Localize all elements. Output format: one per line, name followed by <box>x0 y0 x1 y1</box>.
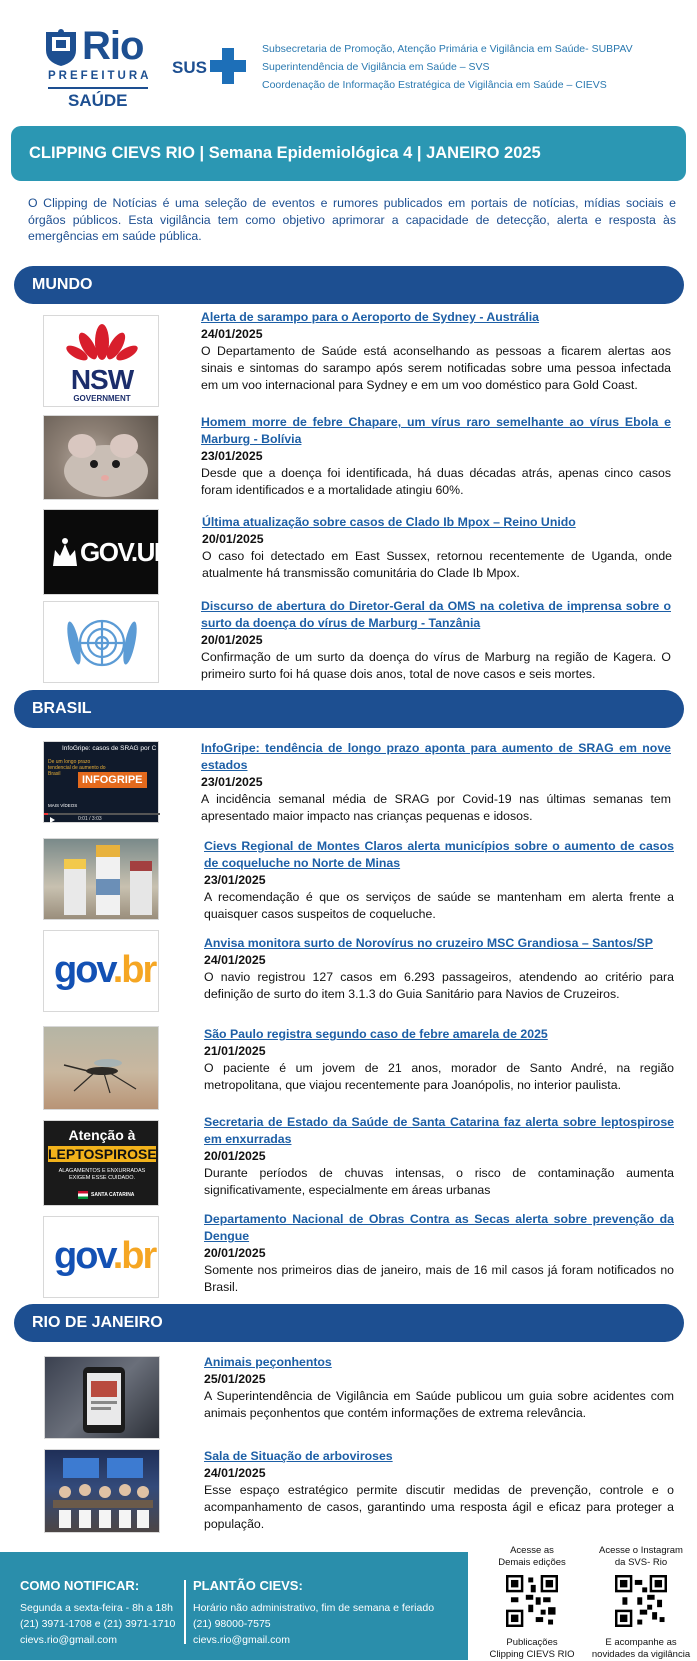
news-description: A Superintendência de Vigilância em Saúde publicou um guia sobre acidentes com animais peçonhentos que contém informações de extrema relevância. <box>204 1389 674 1420</box>
poster-heading: Atenção à <box>68 1127 136 1143</box>
mosquito-icon <box>44 1027 160 1111</box>
video-time: 0:01 / 3:03 <box>78 816 102 822</box>
qr-block-edicoes <box>477 1545 587 1661</box>
title-banner: CLIPPING CIEVS RIO | Semana Epidemiológica 4 | JANEIRO 2025 <box>11 126 686 181</box>
qr-caption-top-2: da SVS- Rio <box>614 1557 668 1568</box>
news-description: A incidência semanal média de SRAG por Covid-19 nas últimas semanas tem apresentado maior impacto nas crianças pequenas e idosos. <box>201 792 671 823</box>
news-description: Durante períodos de chuvas intensas, o risco de contaminação aumenta significativamente, especialmente em áreas urbanas <box>204 1166 674 1197</box>
news-link[interactable]: Departamento Nacional de Obras Contra as Secas alerta sobre prevenção da Dengue <box>204 1212 674 1243</box>
notify-phones: (21) 3971-1708 e (21) 3971-1710 <box>20 1618 176 1630</box>
news-date: 24/01/2025 <box>204 1466 266 1480</box>
news-item-dengue <box>204 1211 674 1296</box>
news-item-coqueluche <box>204 838 674 923</box>
gov-label: gov <box>54 1235 113 1277</box>
qr-caption-top: Acesse o Instagram <box>599 1545 683 1556</box>
vaccine-vial-icon <box>44 839 160 921</box>
como-notificar-title: COMO NOTIFICAR: <box>20 1578 140 1593</box>
plantao-cievs-title: PLANTÃO CIEVS: <box>193 1578 303 1593</box>
video-progress-bar[interactable] <box>44 813 160 815</box>
mosquito-photo-thumbnail[interactable] <box>43 1026 159 1110</box>
vaccine-vials-thumbnail[interactable] <box>43 838 159 920</box>
news-date: 25/01/2025 <box>204 1372 266 1386</box>
news-date: 20/01/2025 <box>201 633 263 647</box>
news-link[interactable]: Secretaria de Estado da Saúde de Santa Catarina faz alerta sobre leptospirose em enxurradas <box>204 1115 674 1146</box>
sus-wordmark: SUS <box>172 58 207 77</box>
news-description: Confirmação de um surto da doença do vírus de Marburg na região de Kagera. O primeiro surto foi há quase dois anos, total de nove casos e seis mortes. <box>201 650 671 681</box>
news-description: O caso foi detectado em East Sussex, retornou recentemente de Uganda, onde atualmente há transmissão comunitária do Clade Ib Mpox. <box>202 549 672 580</box>
plantao-hours: Horário não administrativo, fim de semana e feriado <box>193 1602 435 1614</box>
news-link[interactable]: São Paulo registra segundo caso de febre amarela de 2025 <box>204 1027 548 1041</box>
org-cievs: Coordenação de Informação Estratégica de Vigilância em Saúde – CIEVS <box>262 79 607 91</box>
rodent-icon <box>44 416 160 501</box>
news-item-febre-amarela <box>204 1026 674 1094</box>
qr-caption-bottom-2: novidades da vigilância <box>591 1649 691 1660</box>
news-link[interactable]: Homem morre de febre Chapare, um vírus raro semelhante ao vírus Ebola e Marburg - Bolívia <box>201 415 671 446</box>
un-emblem-icon <box>44 602 160 684</box>
plantao-phone: (21) 98000-7575 <box>193 1618 271 1630</box>
santa-catarina-flag-icon <box>78 1191 88 1199</box>
logo-divider <box>48 87 148 89</box>
qr-block-instagram <box>586 1545 696 1661</box>
play-icon[interactable] <box>50 817 55 823</box>
news-date: 21/01/2025 <box>204 1044 266 1058</box>
un-emblem-thumbnail[interactable] <box>43 601 159 683</box>
br-label: .br <box>112 949 156 991</box>
news-date: 20/01/2025 <box>204 1149 266 1163</box>
news-item-sala-de-situacao <box>204 1448 674 1533</box>
gov-br-thumbnail[interactable] <box>43 1216 159 1298</box>
nsw-government-label: GOVERNMENT <box>73 394 131 403</box>
gov-br-thumbnail[interactable] <box>43 930 159 1012</box>
notify-hours: Segunda a sexta-feira - 8h a 18h <box>20 1602 173 1614</box>
gov-uk-thumbnail[interactable] <box>43 509 172 595</box>
br-label: .br <box>112 1235 156 1277</box>
qr-caption-bottom: E acompanhe as <box>605 1637 677 1648</box>
news-link[interactable]: Animais peçonhentos <box>204 1355 332 1369</box>
gov-br-logo <box>54 949 155 992</box>
intro-paragraph: O Clipping de Notícias é uma seleção de eventos e rumores publicados em portais de notícias, mídias sociais e órgãos públicos. Esta vigilância tem como objetivo aprimorar a capacidade de detecção, alerta e resposta às emergências em saúde pública. <box>28 196 676 243</box>
news-item-mpox-reino-unido <box>202 514 672 582</box>
poster-leptospirose: LEPTOSPIROSE <box>48 1146 157 1162</box>
news-link[interactable]: InfoGripe: tendência de longo prazo aponta para aumento de SRAG em nove estados <box>201 741 671 772</box>
news-item-leptospirose <box>204 1114 674 1199</box>
qr-caption-bottom: Publicações <box>506 1637 558 1648</box>
phone-photo-thumbnail[interactable] <box>44 1356 160 1439</box>
meeting-room-thumbnail[interactable] <box>44 1449 160 1533</box>
news-description: Somente nos primeiros dias de janeiro, mais de 16 mil casos já foram notificados no Brasil. <box>204 1263 674 1294</box>
news-item-febre-chapare <box>201 414 671 499</box>
news-description: O Departamento de Saúde está aconselhando as pessoas a ficarem alertas aos sinais e sintomas do sarampo após serem notificadas sobre uma pessoa infectada em um voo internacional para Sydney e em um voo doméstico para Gold Coast. <box>201 344 671 392</box>
rio-crest-icon <box>44 28 78 66</box>
news-item-animais-peconhentos <box>204 1354 674 1422</box>
prefeitura-label: PREFEITURA <box>48 70 152 82</box>
gov-label: gov <box>54 949 113 991</box>
video-title: InfoGripe: casos de SRAG por C <box>62 745 157 752</box>
news-link[interactable]: Cievs Regional de Montes Claros alerta municípios sobre o aumento de casos de coqueluche no Norte de Minas <box>204 839 674 870</box>
news-date: 23/01/2025 <box>204 873 266 887</box>
news-date: 23/01/2025 <box>201 775 263 789</box>
news-link[interactable]: Anvisa monitora surto de Norovírus no cruzeiro MSC Grandiosa – Santos/SP <box>204 936 653 950</box>
smartphone-icon <box>45 1357 161 1440</box>
gov-uk-label: GOV.UK <box>80 537 172 567</box>
news-date: 20/01/2025 <box>202 532 264 546</box>
news-date: 23/01/2025 <box>201 449 263 463</box>
meeting-people-icon <box>45 1450 161 1534</box>
header <box>0 0 697 125</box>
news-description: O paciente é um jovem de 21 anos, morador de Santo André, na região metropolitana, que viajou recentemente para Joanópolis, no interior paulista. <box>204 1061 674 1092</box>
rio-wordmark: Rio <box>82 24 144 68</box>
org-subpav: Subsecretaria de Promoção, Atenção Primária e Vigilância em Saúde- SUBPAV <box>262 43 633 55</box>
infogripe-badge: INFOGRIPE <box>78 772 147 788</box>
news-item-norovirus <box>204 935 674 1003</box>
santa-catarina-label: SANTA CATARINA <box>91 1192 135 1198</box>
sus-cross-icon <box>210 48 246 84</box>
video-subtitle: De um longo prazo tendencial de aumento do Brasil <box>48 759 106 777</box>
more-videos-label: MAIS VÍDEOS <box>48 803 78 808</box>
prefeitura-rio-saude-logo <box>44 26 154 110</box>
news-item-sarampo-sydney <box>201 309 671 394</box>
poster-subtext: ALAGAMENTOS E ENXURRADAS EXIGEM ESSE CUIDADO. <box>58 1168 146 1181</box>
qr-caption-bottom-2: Clipping CIEVS RIO <box>489 1649 575 1660</box>
section-mundo: MUNDO <box>14 266 684 304</box>
news-link[interactable]: Sala de Situação de arboviroses <box>204 1449 393 1463</box>
rodent-photo-thumbnail[interactable] <box>43 415 159 500</box>
saude-label: SAÚDE <box>68 91 128 110</box>
qr-caption-top-2: Demais edições <box>498 1557 566 1568</box>
crown-icon <box>50 536 80 570</box>
qr-caption-top: Acesse as <box>510 1545 554 1556</box>
news-date: 24/01/2025 <box>204 953 266 967</box>
plantao-cievs-block <box>193 1578 434 1648</box>
news-link[interactable]: Alerta de sarampo para o Aeroporto de Sydney - Austrália <box>201 310 540 324</box>
gov-br-logo <box>54 1235 155 1278</box>
qr-code-icon[interactable] <box>506 1575 558 1627</box>
news-description: Desde que a doença foi identificada, há duas décadas atrás, apenas cinco casos foram identificados e a mortalidade atingiu 60%. <box>201 466 671 497</box>
como-notificar-block <box>20 1578 175 1648</box>
notify-email[interactable]: cievs.rio@gmail.com <box>20 1634 118 1646</box>
waratah-flower-icon <box>44 320 160 370</box>
org-svs: Superintendência de Vigilância em Saúde – SVS <box>262 61 490 73</box>
qr-code-icon[interactable] <box>615 1575 667 1627</box>
news-date: 24/01/2025 <box>201 327 263 341</box>
org-list <box>262 40 633 94</box>
news-link[interactable]: Última atualização sobre casos de Clado Ib Mpox – Reino Unido <box>202 515 576 529</box>
news-description: A recomendação é que os serviços de saúde se mantenham em alerta frente a quaisquer casos suspeitos de coqueluche. <box>204 890 674 921</box>
news-item-marburg-tanzania <box>201 598 671 683</box>
sus-logo <box>172 48 247 88</box>
section-brasil: BRASIL <box>14 690 684 728</box>
infogripe-video-thumbnail[interactable] <box>43 741 159 823</box>
news-date: 20/01/2025 <box>204 1246 266 1260</box>
news-description: Esse espaço estratégico permite discutir medidas de prevenção, controle e o acompanhamento de casos, garantindo uma resposta ágil e eficaz para proteger a população. <box>204 1483 674 1531</box>
footer-divider <box>184 1580 186 1644</box>
news-description: O navio registrou 127 casos em 6.293 passageiros, atendendo ao critério para definição de surto do item 3.1.3 do Guia Sanitário para Navios de Cruzeiros. <box>204 970 674 1001</box>
nsw-government-thumbnail[interactable] <box>43 315 159 407</box>
nsw-label: NSW <box>70 364 134 395</box>
footer-contact <box>0 1552 468 1660</box>
news-link[interactable]: Discurso de abertura do Diretor-Geral da OMS na coletiva de imprensa sobre o surto da doença do vírus de Marburg - Tanzânia <box>201 599 671 630</box>
news-item-infogripe <box>201 740 671 825</box>
plantao-email[interactable]: cievs.rio@gmail.com <box>193 1634 291 1646</box>
section-rio-de-janeiro: RIO DE JANEIRO <box>14 1304 684 1342</box>
leptospirose-poster-thumbnail[interactable] <box>43 1120 159 1206</box>
